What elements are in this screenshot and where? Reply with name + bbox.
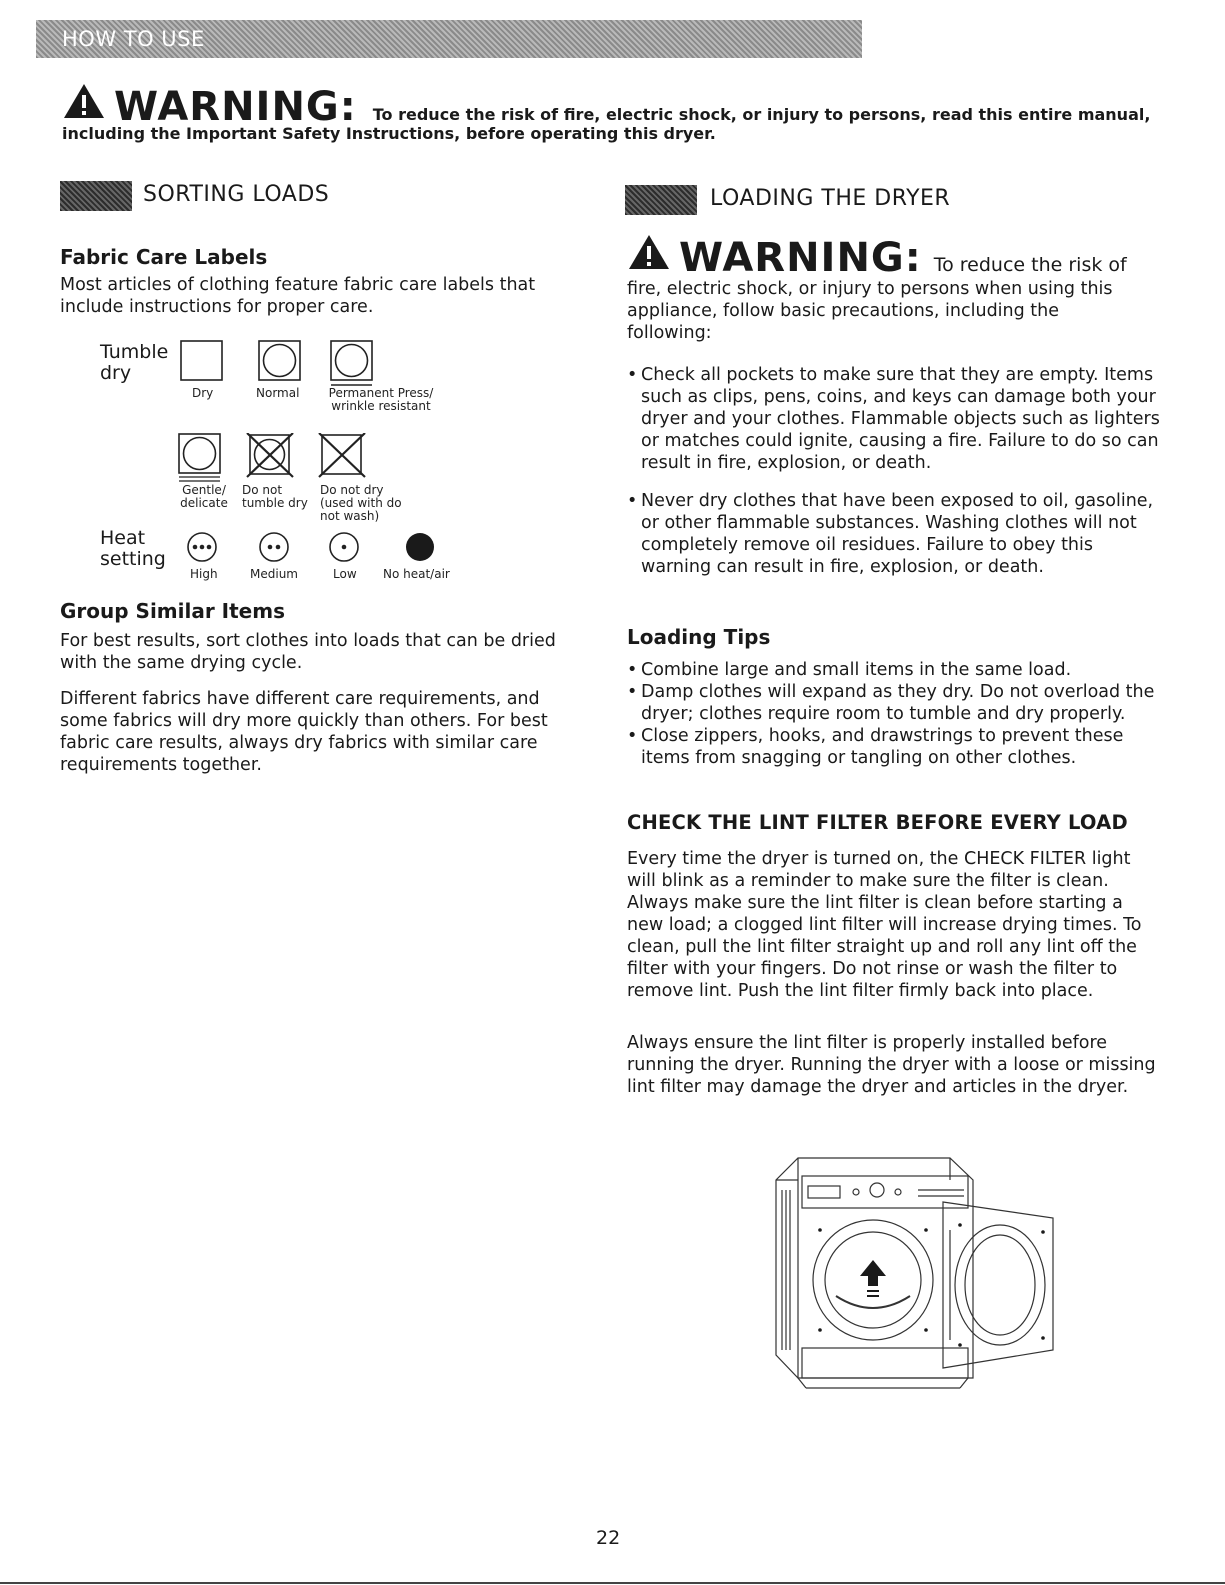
warning-text-line2: including the Important Safety Instructions, before operating this dryer. <box>62 124 716 143</box>
heat-high-icon <box>186 531 218 563</box>
warning-label: WARNING: <box>114 84 357 130</box>
lint-filter-title: CHECK THE LINT FILTER BEFORE EVERY LOAD <box>627 811 1128 834</box>
fabric-care-title: Fabric Care Labels <box>60 245 268 269</box>
loading-tips-list <box>627 659 1162 769</box>
do-not-tumble-dry-icon <box>246 433 294 479</box>
loading-warning <box>627 233 1127 281</box>
section-title-loading: LOADING THE DRYER <box>710 186 951 211</box>
dry-symbol-icon <box>180 340 224 382</box>
warning-bullets <box>627 364 1162 578</box>
list-item: • Close zippers, hooks, and drawstrings to prevent these items from snagging or tangling on other clothes. <box>627 725 1162 769</box>
heat-low-icon <box>328 531 360 563</box>
warning-text-line1: To reduce the risk of fire, electric shock, or injury to persons, read this entire manual, <box>372 105 1151 124</box>
high-caption: High <box>190 567 218 581</box>
section-banner <box>36 20 862 58</box>
permanent-press-caption: Permanent Press/ wrinkle resistant <box>328 386 434 413</box>
warning-triangle-icon <box>627 233 671 271</box>
gentle-caption: Gentle/ delicate <box>180 483 228 510</box>
low-caption: Low <box>333 567 357 581</box>
list-item: • Combine large and small items in the same load. <box>627 659 1162 681</box>
loading-tips-title: Loading Tips <box>627 625 771 649</box>
tumble-dry-label: Tumble dry <box>100 341 169 384</box>
warning-body: fire, electric shock, or injury to persons when using this appliance, follow basic precautions, including the following: <box>627 279 1113 343</box>
section-marker <box>60 181 132 211</box>
page-number: 22 <box>596 1527 621 1549</box>
group-similar-p2: Different fabrics have different care requirements, and some fabrics will dry more quickly than others. For best fabric care results, always dry fabrics with similar care requirements together. <box>60 689 548 775</box>
warning-triangle-icon <box>62 82 106 120</box>
do-not-tumble-caption: Do not tumble dry <box>242 483 308 510</box>
normal-caption: Normal <box>256 386 300 400</box>
warning-label: WARNING: <box>679 235 922 281</box>
dry-caption: Dry <box>192 386 214 400</box>
do-not-dry-icon <box>318 433 366 479</box>
lint-filter-p1: Every time the dryer is turned on, the CHECK FILTER light will blink as a reminder to make sure the filter is clean. Always make sure the lint filter is clean before starting a new load; a clogged lint filter will increase drying times. To clean, pull the lint filter straight up and roll any lint off the filter with your fingers. Do not rinse or wash the filter to remove lint. Push the lint filter firmly back into place. <box>627 849 1142 1001</box>
section-marker <box>625 185 697 215</box>
permanent-press-symbol-icon <box>330 340 374 388</box>
list-item: • Never dry clothes that have been exposed to oil, gasoline, or other flammable substances. Washing clothes will not completely remove oil residues. Failure to obey this warning can result in fire, explosion, or death. <box>627 490 1162 578</box>
no-heat-caption: No heat/air <box>383 567 450 581</box>
medium-caption: Medium <box>250 567 298 581</box>
dryer-illustration <box>768 1150 1068 1395</box>
top-warning <box>62 82 1182 130</box>
heat-medium-icon <box>258 531 290 563</box>
do-not-dry-caption: Do not dry (used with do not wash) <box>320 483 402 523</box>
group-similar-title: Group Similar Items <box>60 599 285 623</box>
fabric-care-text: Most articles of clothing feature fabric care labels that include instructions for proper care. <box>60 275 536 317</box>
bottom-rule <box>0 1582 1225 1584</box>
group-similar-p1: For best results, sort clothes into loads that can be dried with the same drying cycle. <box>60 631 556 673</box>
list-item: • Check all pockets to make sure that they are empty. Items such as clips, pens, coins, and keys can damage both your dryer and your clothes. Flammable objects such as lighters or matches could ignite, causing a fire. Failure to do so can result in fire, explosion, or death. <box>627 364 1162 474</box>
heat-setting-label: Heat setting <box>100 527 166 570</box>
warning-lead: To reduce the risk of <box>933 254 1127 276</box>
section-banner-label: HOW TO USE <box>62 27 205 51</box>
no-heat-icon <box>404 531 436 563</box>
gentle-symbol-icon <box>178 433 224 483</box>
section-title-sorting: SORTING LOADS <box>143 182 330 207</box>
lint-filter-p2: Always ensure the lint filter is properly installed before running the dryer. Running the dryer with a loose or missing lint filter may damage the dryer and articles in the dryer. <box>627 1033 1156 1097</box>
list-item: • Damp clothes will expand as they dry. Do not overload the dryer; clothes require room to tumble and dry properly. <box>627 681 1162 725</box>
normal-symbol-icon <box>258 340 302 382</box>
